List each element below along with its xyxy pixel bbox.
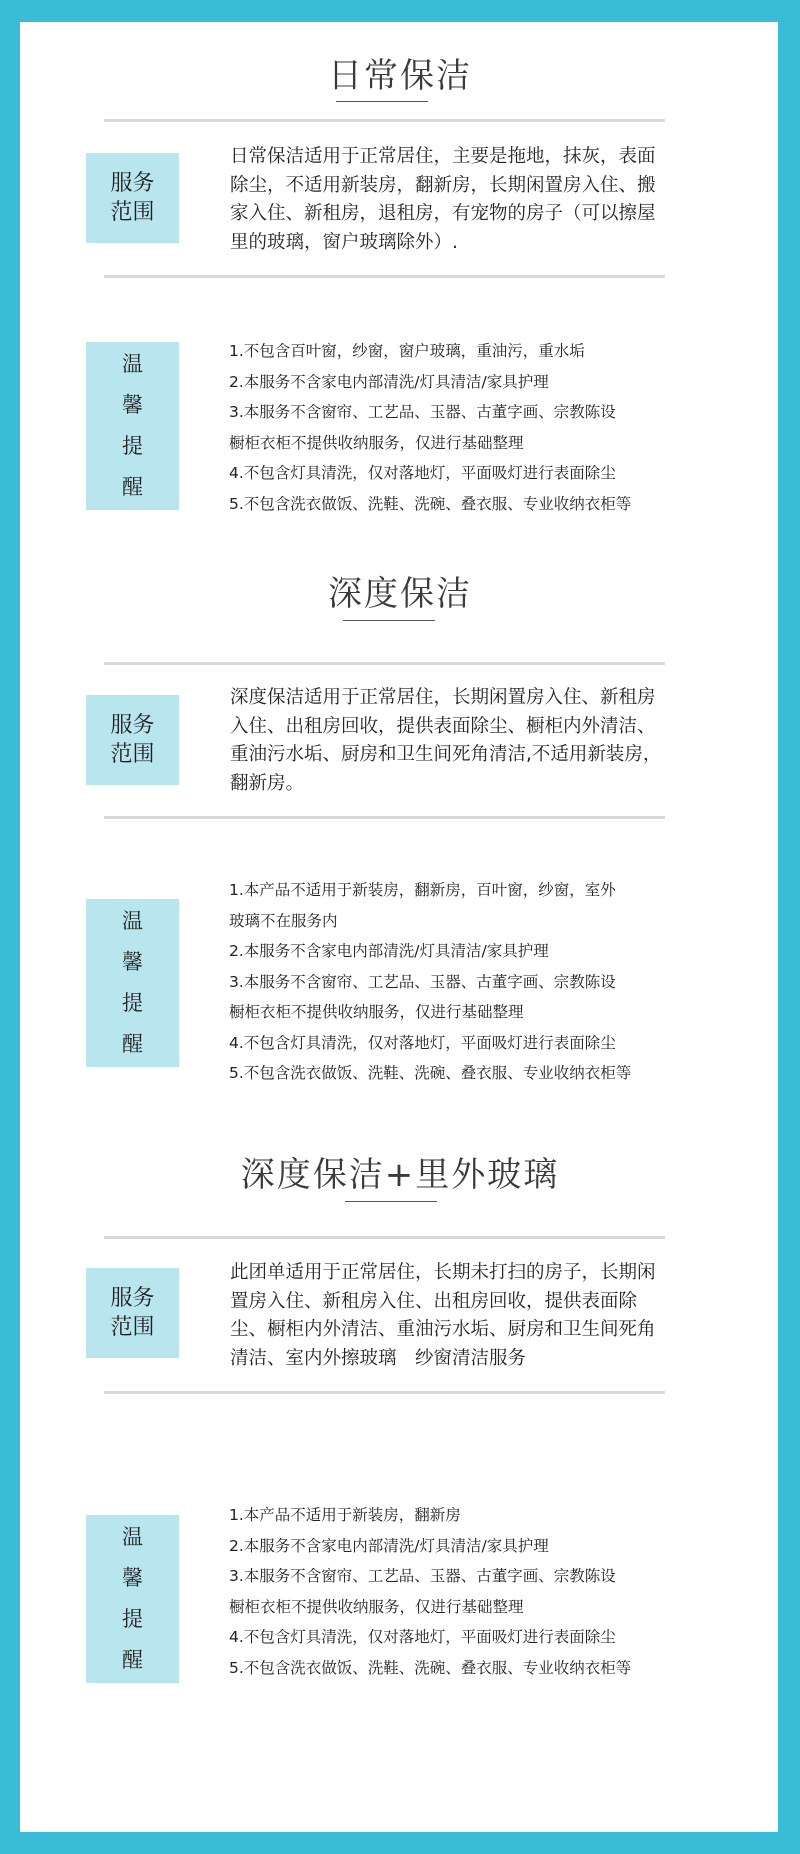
label-line: 范围 — [110, 200, 155, 225]
divider — [104, 816, 665, 819]
warm-tips-label — [86, 899, 179, 1067]
tip-item: 2.本服务不含家电内部清洗/灯具清洁/家具护理 — [229, 372, 549, 391]
warm-tips-list — [229, 875, 669, 1089]
section-title: 深度保洁+里外玻璃 — [240, 1155, 560, 1195]
tip-item: 橱柜衣柜不提供收纳服务，仅进行基础整理 — [229, 1597, 524, 1616]
divider — [104, 662, 665, 665]
tip-item: 3.本服务不含窗帘、工艺品、玉器、古董字画、宗教陈设 — [229, 403, 616, 421]
label-char: 提 — [122, 434, 143, 458]
tip-item: 2.本服务不含家电内部清洗/灯具清洁/家具护理 — [229, 1536, 549, 1555]
label-char: 提 — [122, 991, 143, 1015]
tip-item: 3.本服务不含窗帘、工艺品、玉器、古董字画、宗教陈设 — [229, 972, 616, 991]
service-scope-text: 日常保洁适用于正常居住，主要是拖地，抹灰，表面除尘，不适用新装房，翻新房，长期闲置房入住、搬家入住、新租房，退租房，有宠物的房子（可以擦屋里的玻璃，窗户玻璃除外）. — [230, 146, 656, 253]
tip-item: 橱柜衣柜不提供收纳服务，仅进行基础整理 — [229, 1003, 524, 1021]
label-line: 服务 — [110, 713, 155, 738]
tip-item: 1.不包含百叶窗，纱窗，窗户玻璃，重油污，重水垢 — [229, 342, 585, 360]
divider — [104, 119, 665, 122]
label-char: 提 — [122, 1607, 143, 1631]
tip-item: 5.不包含洗衣做饭、洗鞋、洗碗、叠衣服、专业收纳衣柜等 — [229, 1658, 632, 1677]
warm-tips-label — [86, 1515, 179, 1683]
title-underline — [345, 1201, 437, 1202]
warm-tips-list — [229, 1500, 669, 1683]
label-line: 范围 — [110, 1315, 155, 1340]
tip-item: 5.不包含洗衣做饭、洗鞋、洗碗、叠衣服、专业收纳衣柜等 — [229, 1064, 632, 1082]
tip-item: 3.本服务不含窗帘、工艺品、玉器、古董字画、宗教陈设 — [229, 1567, 616, 1585]
label-char: 馨 — [122, 1566, 143, 1590]
service-scope-label — [86, 153, 179, 243]
label-line: 范围 — [110, 742, 155, 767]
tip-item: 4.不包含灯具清洗，仅对落地灯，平面吸灯进行表面除尘 — [229, 1033, 616, 1052]
tip-item: 1.本产品不适用于新装房，翻新房 — [229, 1506, 461, 1524]
service-scope-text: 此团单适用于正常居住，长期未打扫的房子，长期闲置房入住、新租房入住、出租房回收，提供表面除尘、橱柜内外清洁、重油污水垢、厨房和卫生间死角清洁、室内外擦玻璃 纱窗清洁服务 — [230, 1262, 656, 1369]
section-title: 深度保洁 — [328, 574, 472, 614]
divider — [104, 1236, 665, 1239]
title-underline — [343, 620, 435, 621]
label-char: 醒 — [122, 1032, 143, 1056]
tip-item: 4.不包含灯具清洗，仅对落地灯，平面吸灯进行表面除尘 — [229, 1628, 616, 1646]
label-char: 温 — [122, 352, 143, 376]
section-title: 日常保洁 — [328, 56, 472, 96]
label-char: 醒 — [122, 1648, 143, 1672]
label-line: 服务 — [110, 1286, 155, 1311]
divider — [104, 275, 665, 278]
tip-item: 1.本产品不适用于新装房，翻新房，百叶窗，纱窗，室外 — [229, 881, 616, 899]
label-char: 馨 — [122, 950, 143, 974]
title-underline — [336, 101, 428, 102]
label-line: 服务 — [110, 171, 155, 196]
warm-tips-list — [229, 336, 669, 519]
tip-item: 橱柜衣柜不提供收纳服务，仅进行基础整理 — [229, 433, 524, 452]
divider — [104, 1391, 665, 1394]
tip-item: 4.不包含灯具清洗，仅对落地灯，平面吸灯进行表面除尘 — [229, 464, 616, 482]
tip-item: 2.本服务不含家电内部清洗/灯具清洁/家具护理 — [229, 942, 549, 960]
service-scope-label — [86, 695, 179, 785]
service-scope-text: 深度保洁适用于正常居住，长期闲置房入住、新租房入住、出租房回收，提供表面除尘、橱柜内外清洁、重油污水垢、厨房和卫生间死角清洁,不适用新装房，翻新房。 — [230, 687, 662, 794]
label-char: 醒 — [122, 475, 143, 499]
label-char: 温 — [122, 909, 143, 933]
label-char: 温 — [122, 1525, 143, 1549]
service-scope-label — [86, 1268, 179, 1358]
tip-item: 玻璃不在服务内 — [229, 911, 338, 930]
warm-tips-label — [86, 342, 179, 510]
tip-item: 5.不包含洗衣做饭、洗鞋、洗碗、叠衣服、专业收纳衣柜等 — [229, 494, 632, 513]
label-char: 馨 — [122, 393, 143, 417]
